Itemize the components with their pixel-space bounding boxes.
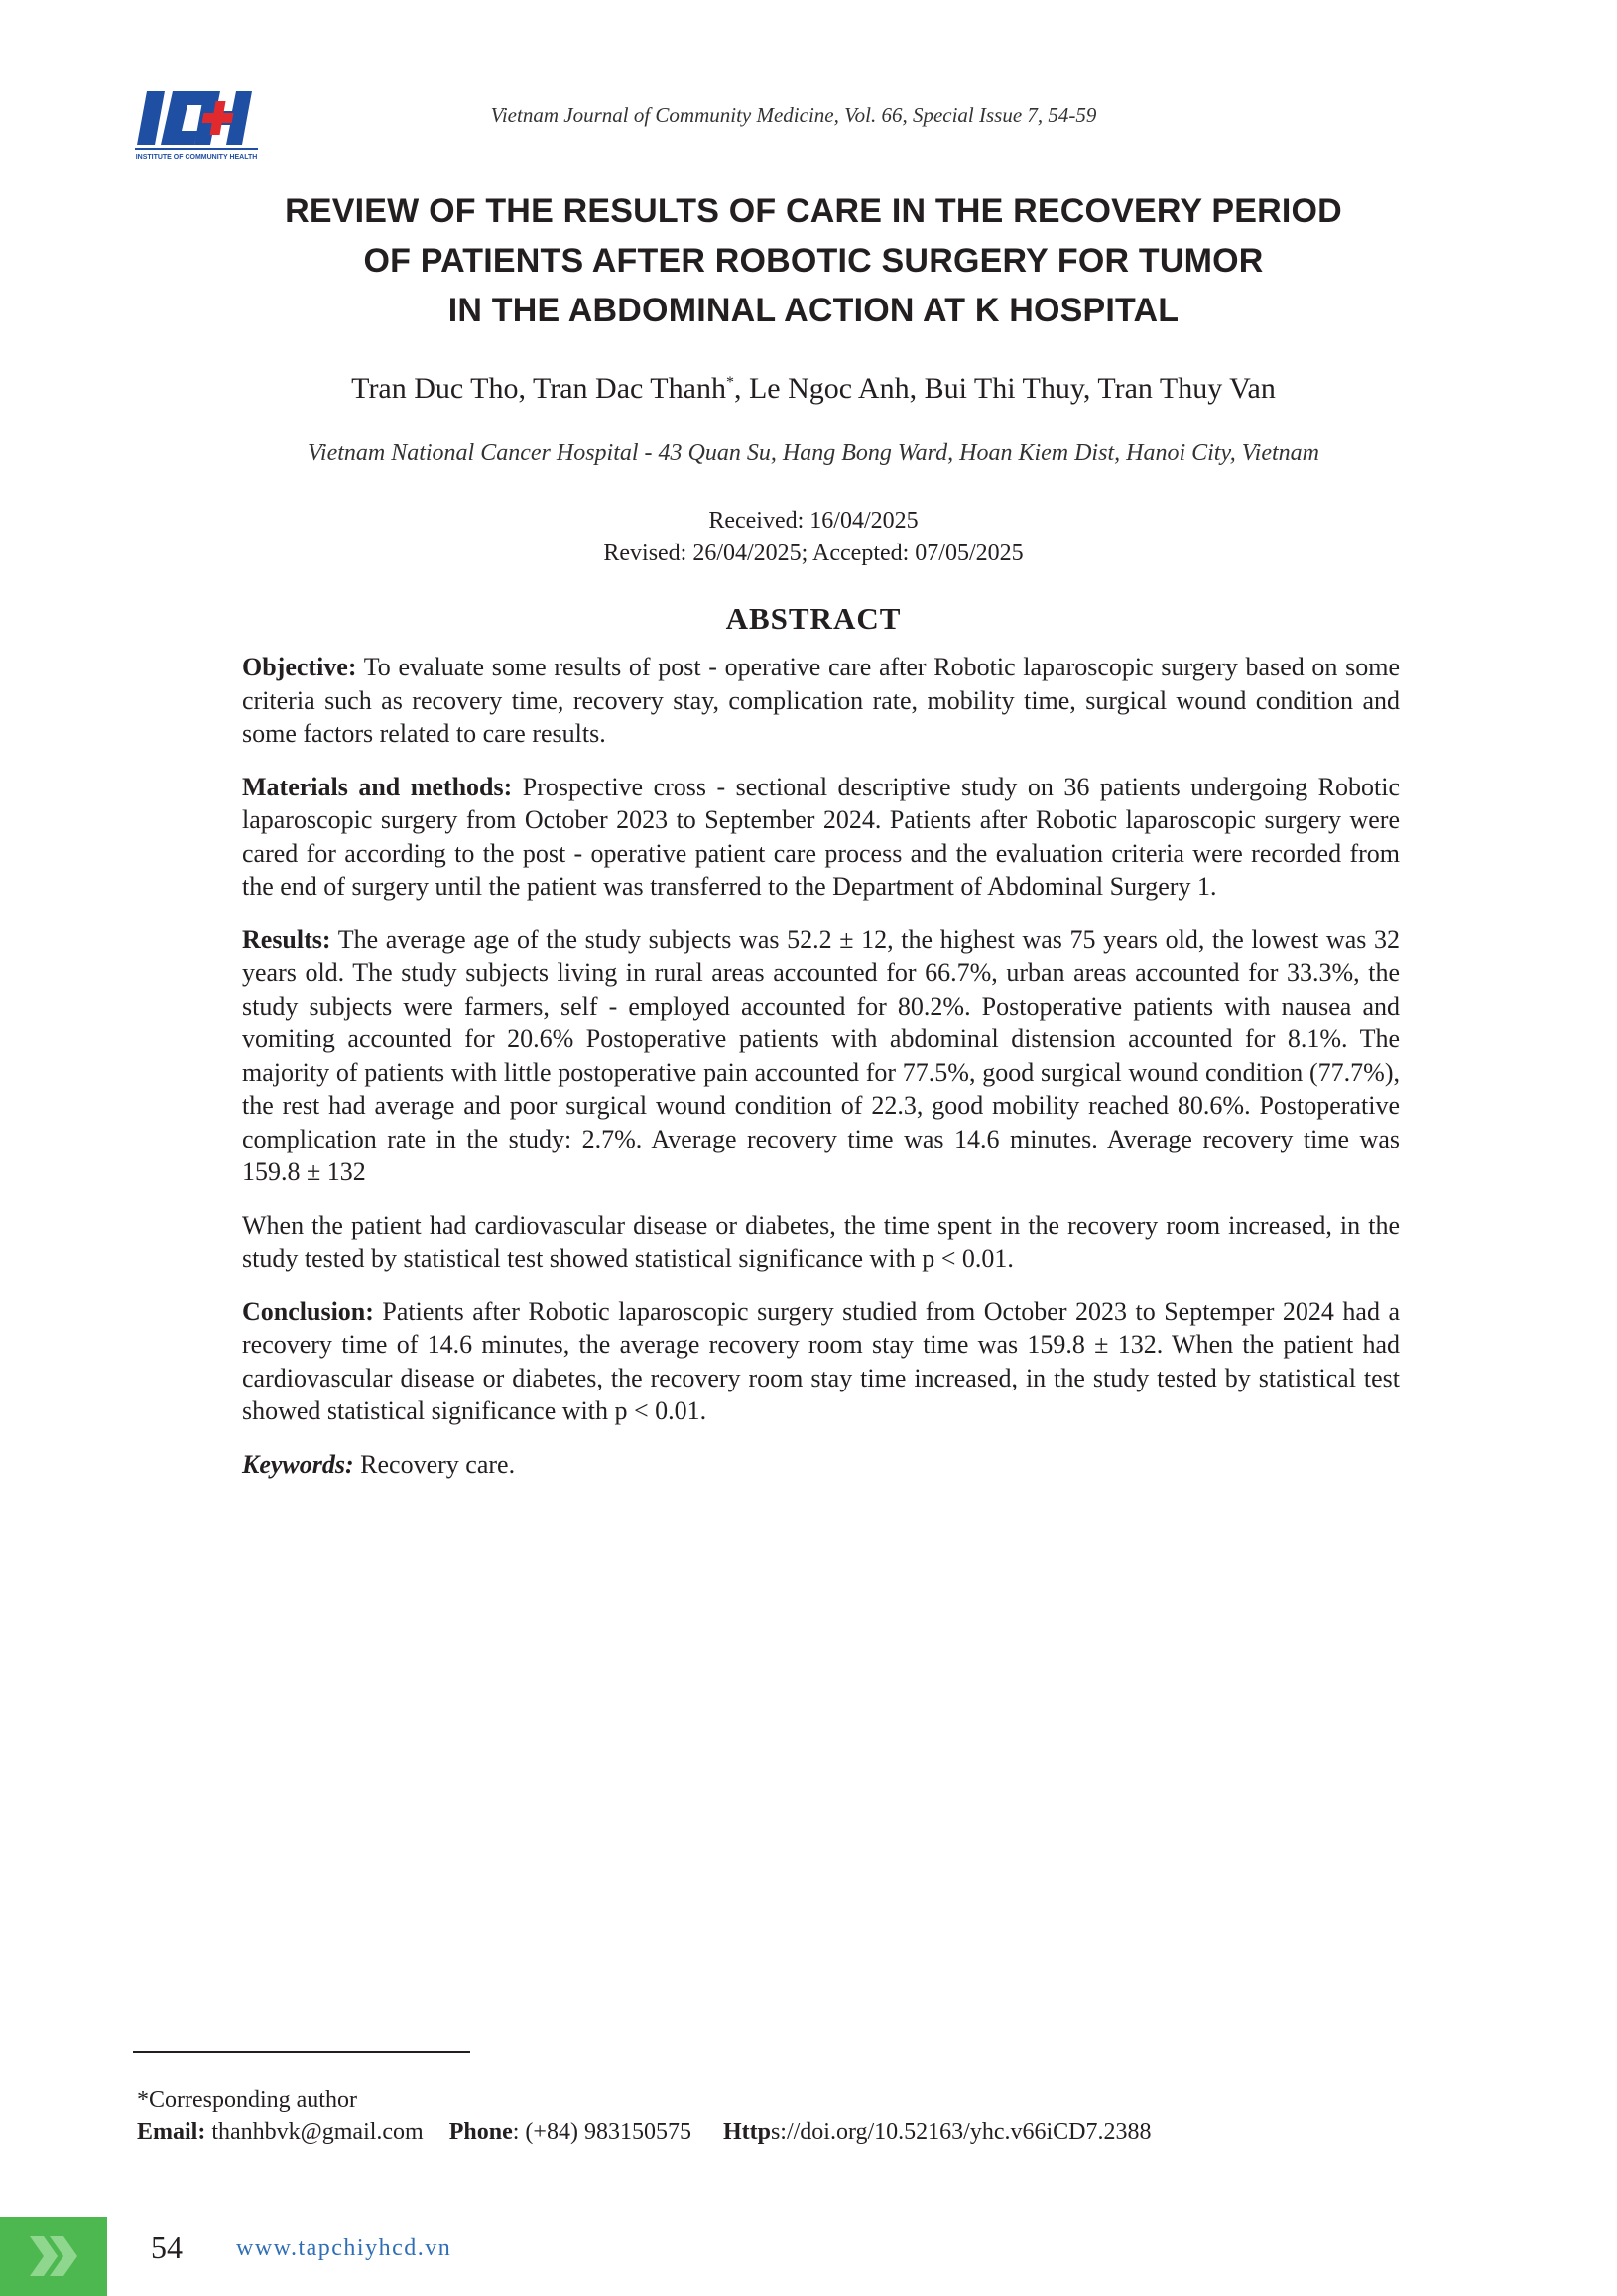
methods-label: Materials and methods: [242, 772, 513, 801]
objective-label: Objective: [242, 653, 357, 681]
methods-paragraph [242, 771, 1400, 904]
results-text: The average age of the study subjects was 52.2 ± 12, the highest was 75 years old, the lowest was 32 years old. The study subjects living in rural areas accounted for 66.7%, urban areas accounted for 33.3%, the study subjects were farmers, self - employed accounted for 80.2%. Postoperative patients with nausea and vomiting accounted for 20.6% Postoperative patients with abdominal distension accounted for 8.1%. The majority of patients with little postoperative pain accounted for 77.5%, good surgical wound condition (77.7%), the rest had average and poor surgical wound condition of 22.3, good mobility reached 80.6%. Postoperative complication rate in the study: 2.7%. Average recovery time was 14.6 minutes. Average recovery time was 159.8 ± 132 [242, 924, 1400, 1186]
results-extra-paragraph: When the patient had cardiovascular disease or diabetes, the time spent in the recovery room increased, in the study tested by statistical test showed statistical significance with p < 0.01. [242, 1210, 1400, 1272]
ich-logo-icon [133, 87, 268, 163]
double-chevron-icon [28, 2235, 83, 2278]
logo-caption: INSTITUTE OF COMMUNITY HEALTH [135, 154, 258, 161]
objective-paragraph [242, 651, 1400, 751]
abstract-body [242, 651, 1400, 1501]
corresponding-author-note: *Corresponding author [137, 2087, 357, 2113]
authors-part-2: , Le Ngoc Anh, Bui Thi Thuy, Tran Thuy Van [733, 372, 1276, 405]
results-paragraph [242, 923, 1400, 1189]
page-number: 54 [151, 2230, 183, 2265]
phone-value: : (+84) 983150575 [512, 2119, 691, 2145]
email-link[interactable]: thanhbvk@gmail.com [211, 2119, 424, 2145]
footnote-divider [133, 2051, 470, 2053]
abstract-heading: ABSTRACT [725, 601, 902, 636]
contact-row [137, 2116, 1427, 2149]
title-line: OF PATIENTS AFTER ROBOTIC SURGERY FOR TUMOR [363, 242, 1264, 280]
email-label: Email: [137, 2119, 206, 2145]
article-title [159, 186, 1468, 335]
keywords-label: Keywords: [242, 1449, 354, 1479]
affiliation: Vietnam National Cancer Hospital - 43 Quan Su, Hang Bong Ward, Hoan Kiem Dist, Hanoi City, Vietnam [308, 440, 1319, 466]
website-link[interactable]: www.tapchiyhcd.vn [236, 2236, 452, 2261]
revised-accepted-date: Revised: 26/04/2025; Accepted: 07/05/2025 [603, 541, 1024, 566]
author-list [159, 365, 1468, 407]
footnote [137, 2084, 1427, 2149]
authors-part-1: Tran Duc Tho, Tran Dac Thanh [351, 372, 726, 405]
results-label: Results: [242, 924, 331, 954]
conclusion-label: Conclusion: [242, 1296, 374, 1326]
doi-label: Http [722, 2119, 771, 2145]
journal-logo [133, 87, 268, 163]
title-line: REVIEW OF THE RESULTS OF CARE IN THE RECOVERY PERIOD [285, 192, 1342, 230]
conclusion-paragraph [242, 1295, 1400, 1428]
objective-text: To evaluate some results of post - operative care after Robotic laparoscopic surgery based on some criteria such as recovery time, recovery stay, complication rate, mobility time, surgical wound condition and some factors related to care results. [242, 653, 1400, 748]
article-dates [159, 505, 1468, 570]
received-date: Received: 16/04/2025 [708, 508, 919, 534]
conclusion-text: Patients after Robotic laparoscopic surgery studied from October 2023 to Septemper 2024 had a recovery time of 14.6 minutes, the average recovery room stay time was 159.8 ± 132. When the patient had cardiovascular disease or diabetes, the recovery room stay time increased, in the study tested by statistical test showed statistical significance with p < 0.01. [242, 1296, 1400, 1425]
keywords-paragraph [242, 1448, 1400, 1482]
corresponding-mark: * [725, 374, 734, 391]
keywords-text: Recovery care. [353, 1449, 516, 1479]
methods-text: Prospective cross - sectional descriptive study on 36 patients undergoing Robotic laparoscopic surgery from October 2023 to September 2024. Patients after Robotic laparoscopic surgery were cared for according to the post - operative patient care process and the evaluation criteria were recorded from the end of surgery until the patient was transferred to the Department of Abdominal Surgery 1. [242, 772, 1400, 901]
doi-link[interactable]: s://doi.org/10.52163/yhc.v66iCD7.2388 [770, 2119, 1152, 2145]
journal-citation: Vietnam Journal of Community Medicine, Vol. 66, Special Issue 7, 54-59 [490, 103, 1097, 127]
page-tab [0, 2217, 107, 2296]
phone-label: Phone [448, 2119, 513, 2145]
title-line: IN THE ABDOMINAL ACTION AT K HOSPITAL [447, 292, 1180, 329]
